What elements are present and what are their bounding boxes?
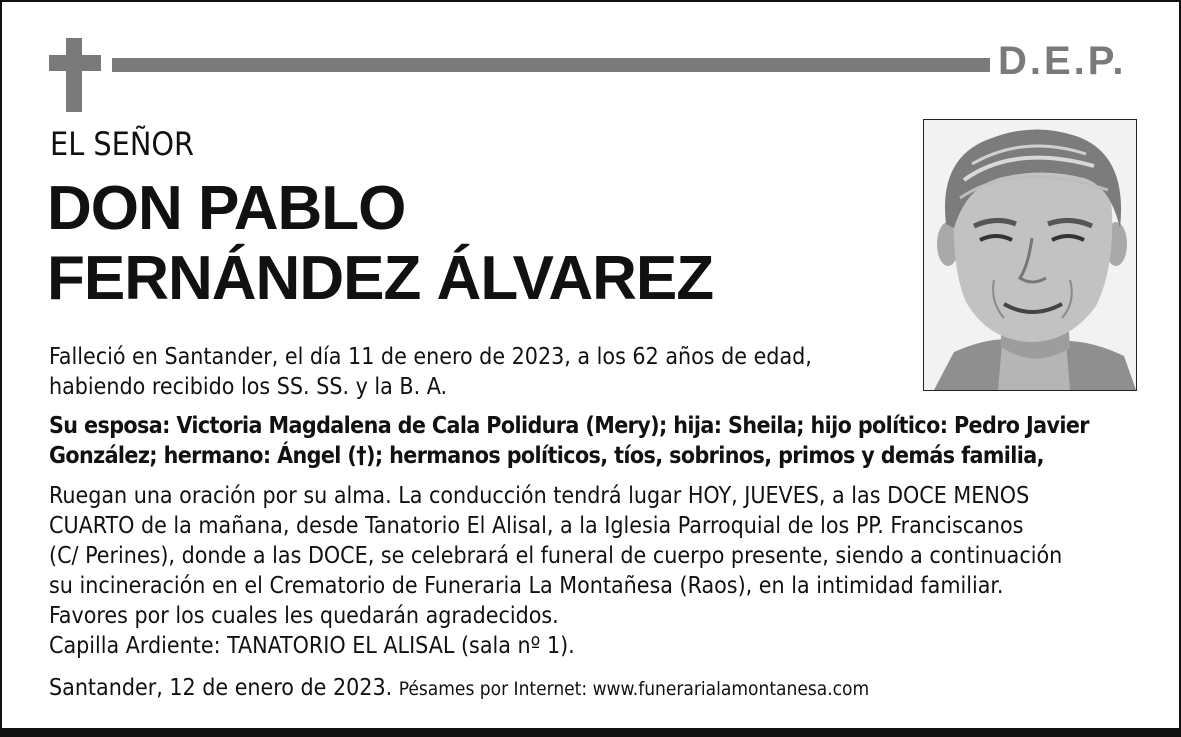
deceased-name bbox=[47, 174, 907, 314]
place-date: Santander, 12 de enero de 2023. bbox=[49, 675, 393, 701]
family-list bbox=[49, 411, 1149, 471]
header-rule bbox=[112, 58, 990, 72]
family-line: González; hermano: Ángel (†); hermanos políticos, tíos, sobrinos, primos y demás familia, bbox=[49, 443, 1044, 469]
death-info-line: habiendo recibido los SS. SS. y la B. A. bbox=[49, 374, 448, 400]
ceremony-line: Ruegan una oración por su alma. La conducción tendrá lugar HOY, JUEVES, a las DOCE MENOS bbox=[49, 483, 1030, 509]
ceremony-line: CUARTO de la mañana, desde Tanatorio El Alisal, a la Iglesia Parroquial de los PP. Franciscanos bbox=[49, 513, 1024, 539]
cross-icon bbox=[49, 38, 101, 112]
ceremony-details bbox=[49, 481, 1149, 661]
ceremony-line: (C/ Perines), donde a las DOCE, se celebrará el funeral de cuerpo presente, siendo a continuación bbox=[49, 543, 1063, 569]
dep-label: D.E.P. bbox=[998, 39, 1127, 83]
condolences-url[interactable]: Pésames por Internet: www.funerarialamontanesa.com bbox=[398, 678, 870, 700]
name-line-1: DON PABLO bbox=[47, 174, 406, 243]
name-line-2: FERNÁNDEZ ÁLVAREZ bbox=[47, 244, 714, 313]
death-info bbox=[49, 342, 1149, 402]
death-info-line: Falleció en Santander, el día 11 de enero de 2023, a los 62 años de edad, bbox=[49, 344, 812, 370]
title-line: EL SEÑOR bbox=[50, 125, 195, 163]
ceremony-line: Favores por los cuales les quedarán agradecidos. bbox=[49, 603, 559, 629]
ceremony-line: Capilla Ardiente: TANATORIO EL ALISAL (sala nº 1). bbox=[49, 633, 575, 659]
family-line: Su esposa: Victoria Magdalena de Cala Polidura (Mery); hija: Sheila; hijo político: Pedro Javier bbox=[49, 413, 1089, 439]
ceremony-line: su incineración en el Crematorio de Funeraria La Montañesa (Raos), en la intimidad familiar. bbox=[49, 573, 1004, 599]
footer bbox=[49, 673, 1149, 704]
